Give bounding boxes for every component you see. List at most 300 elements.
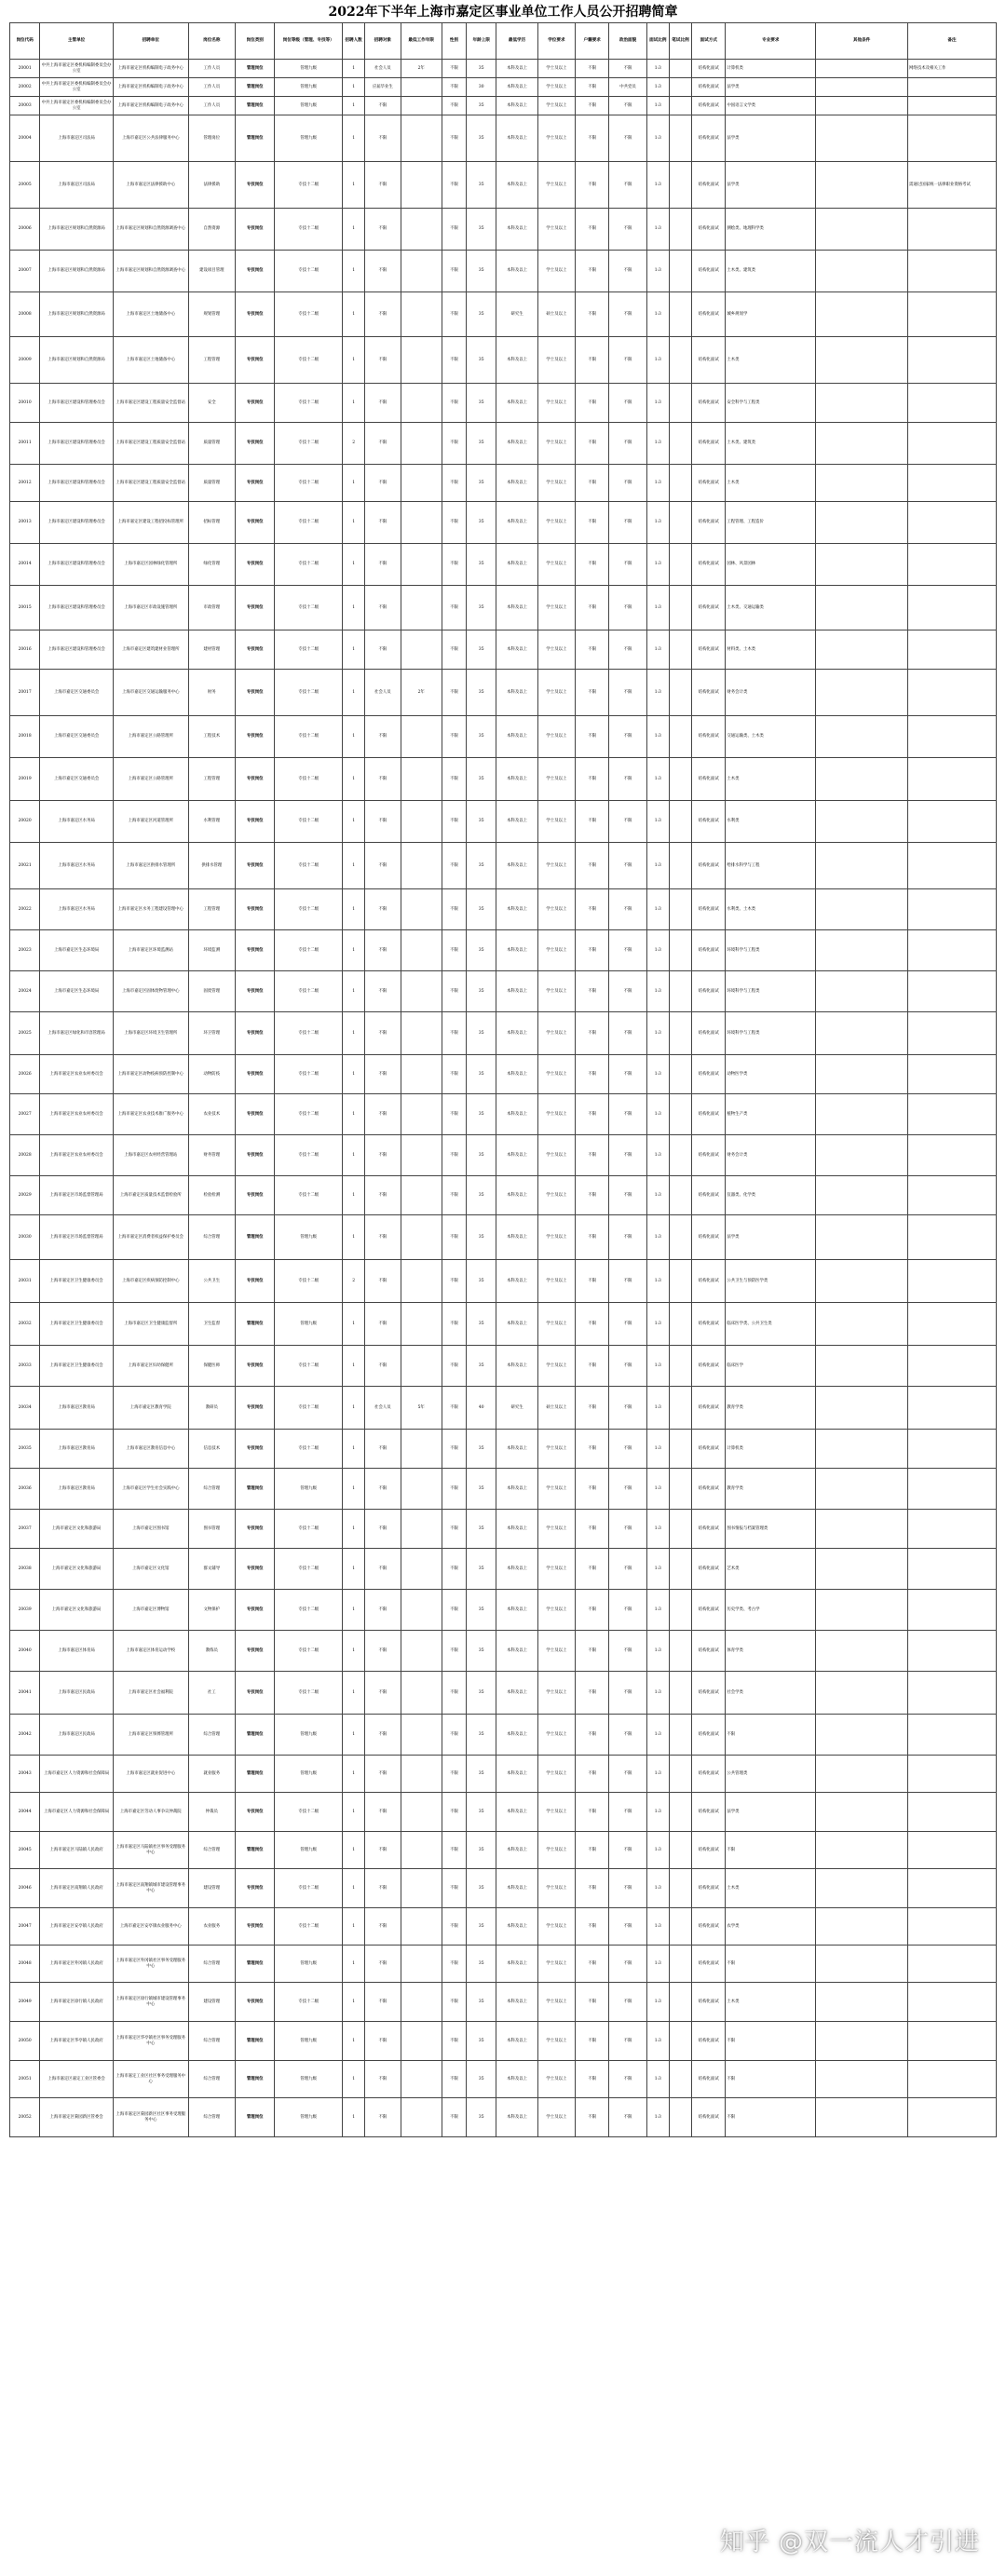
table-cell: 学士及以上 (537, 2098, 575, 2137)
table-cell: 不限 (609, 1631, 646, 1672)
table-cell: 上海市嘉定区水务局 (40, 801, 114, 843)
table-row (10, 1260, 997, 1303)
table-cell: 建设管理 (188, 1869, 235, 1908)
table-cell: 安全科学与工程类 (726, 384, 816, 423)
table-cell: 不限 (442, 292, 466, 337)
table-cell: 学士及以上 (537, 78, 575, 97)
table-cell: 财务 (188, 670, 235, 716)
page-title: 2022年下半年上海市嘉定区事业单位工作人员公开招聘简章 (328, 5, 678, 20)
table-cell: 工作人员 (188, 97, 235, 115)
table-cell (908, 1715, 997, 1756)
table-cell: 本科及以上 (496, 1215, 537, 1260)
table-cell: 上海市嘉定区南翔镇城市建设管理事务中心 (113, 1869, 188, 1908)
table-cell: 教研员 (188, 1387, 235, 1430)
table-cell: 不限 (442, 1908, 466, 1946)
table-cell: 1:3 (646, 1983, 669, 2022)
table-cell (908, 251, 997, 292)
table-cell (816, 930, 908, 971)
table-cell: 社会人员 (365, 60, 401, 78)
table-cell: 上海市嘉定区市场监督管理局 (40, 1215, 114, 1260)
table-cell: 学士及以上 (537, 1346, 575, 1387)
table-cell: 不限 (576, 97, 609, 115)
table-cell: 不限 (576, 1590, 609, 1631)
table-cell: 不限 (576, 1946, 609, 1983)
table-cell: 1:3 (646, 1869, 669, 1908)
table-cell: 不限 (365, 1430, 401, 1469)
table-cell: 上海市嘉定区建设和管理委员会 (40, 465, 114, 502)
table-cell: 1:3 (646, 971, 669, 1012)
table-cell: 不限 (609, 2061, 646, 2098)
column-header: 面试比例 (646, 23, 669, 60)
table-cell: 管理九级 (275, 1215, 343, 1260)
table-cell (669, 801, 691, 843)
table-cell: 2年 (401, 60, 442, 78)
table-cell: 35 (467, 384, 496, 423)
table-cell: 管理九级 (275, 1303, 343, 1346)
table-cell (908, 1215, 997, 1260)
table-cell: 35 (467, 1469, 496, 1510)
table-cell: 本科及以上 (496, 1946, 537, 1983)
table-cell: 不限 (365, 586, 401, 630)
table-row (10, 1908, 997, 1946)
table-cell: 不限 (365, 97, 401, 115)
table-cell: 结构化面试 (692, 1346, 726, 1387)
table-cell: 20042 (10, 1715, 40, 1756)
table-cell (669, 423, 691, 465)
table-cell: 20016 (10, 630, 40, 670)
table-cell (908, 1832, 997, 1869)
table-cell: 固废管理 (188, 971, 235, 1012)
table-cell: 结构化面试 (692, 1012, 726, 1055)
table-cell: 不限 (365, 889, 401, 930)
table-cell: 不限 (576, 1260, 609, 1303)
table-cell: 计算机类 (726, 1430, 816, 1469)
table-cell: 1 (342, 1387, 364, 1430)
table-cell: 土木类、建筑类 (726, 423, 816, 465)
table-cell: 上海市嘉定区建设和管理委员会 (40, 423, 114, 465)
table-cell: 不限 (442, 97, 466, 115)
table-cell (669, 1176, 691, 1215)
table-cell: 1 (342, 2098, 364, 2137)
table-cell (401, 1303, 442, 1346)
table-cell (816, 971, 908, 1012)
table-cell: 1:3 (646, 544, 669, 586)
table-cell: 专技十二级 (275, 423, 343, 465)
table-cell: 不限 (442, 544, 466, 586)
table-cell: 不限 (576, 1430, 609, 1469)
table-cell: 上海市嘉定区体育局 (40, 1631, 114, 1672)
table-cell: 研究生 (496, 292, 537, 337)
table-cell: 不限 (576, 465, 609, 502)
table-cell: 上海市嘉定区卫生健康委员会 (40, 1346, 114, 1387)
table-cell: 35 (467, 1869, 496, 1908)
table-cell: 本科及以上 (496, 1672, 537, 1715)
table-cell: 学士及以上 (537, 1715, 575, 1756)
table-cell (908, 1260, 997, 1303)
table-cell (401, 586, 442, 630)
table-cell: 结构化面试 (692, 670, 726, 716)
table-cell: 20017 (10, 670, 40, 716)
table-cell: 不限 (609, 1135, 646, 1176)
table-cell: 上海市嘉定区生态环境局 (40, 930, 114, 971)
table-cell: 学士及以上 (537, 1055, 575, 1094)
table-cell: 1 (342, 1469, 364, 1510)
table-cell: 需通过国家统一法律职业资格考试 (908, 162, 997, 209)
table-cell: 上海市嘉定区建设和管理委员会 (40, 586, 114, 630)
table-cell: 20010 (10, 384, 40, 423)
table-cell (816, 115, 908, 162)
table-cell: 不限 (576, 1469, 609, 1510)
table-cell: 不限 (576, 1832, 609, 1869)
table-cell: 1 (342, 1346, 364, 1387)
table-cell: 结构化面试 (692, 1869, 726, 1908)
table-cell: 本科及以上 (496, 1793, 537, 1832)
table-cell: 不限 (609, 209, 646, 251)
table-cell: 20034 (10, 1387, 40, 1430)
table-cell: 质量管理 (188, 423, 235, 465)
table-cell: 公共管理类 (726, 1756, 816, 1793)
table-cell: 1 (342, 337, 364, 384)
table-cell: 结构化面试 (692, 716, 726, 758)
table-cell (816, 1869, 908, 1908)
table-row (10, 843, 997, 889)
table-cell: 学士及以上 (537, 1832, 575, 1869)
table-cell: 1 (342, 801, 364, 843)
table-cell: 综合管理 (188, 1946, 235, 1983)
table-cell: 硕士及以上 (537, 292, 575, 337)
table-cell: 不限 (609, 1672, 646, 1715)
table-cell: 35 (467, 544, 496, 586)
table-cell (401, 384, 442, 423)
table-cell: 不限 (442, 1303, 466, 1346)
table-cell: 不限 (365, 1303, 401, 1346)
table-cell (669, 930, 691, 971)
table-row (10, 1832, 997, 1869)
table-cell: 不限 (609, 1510, 646, 1549)
table-cell: 法学类 (726, 162, 816, 209)
table-cell: 网络技术及相关工作 (908, 60, 997, 78)
table-cell: 学士及以上 (537, 162, 575, 209)
table-cell: 本科及以上 (496, 1176, 537, 1215)
table-cell: 学士及以上 (537, 2022, 575, 2061)
table-cell (816, 1094, 908, 1135)
table-cell: 管理九级 (275, 1756, 343, 1793)
table-cell: 1:3 (646, 930, 669, 971)
table-cell: 学士及以上 (537, 465, 575, 502)
table-cell: 35 (467, 209, 496, 251)
table-cell (908, 1012, 997, 1055)
table-cell: 上海市嘉定区建设工程质量安全监督站 (113, 465, 188, 502)
table-cell: 结构化面试 (692, 337, 726, 384)
table-row (10, 1510, 997, 1549)
table-cell: 管理岗位 (188, 115, 235, 162)
table-cell: 上海市嘉定区公共法律服务中心 (113, 115, 188, 162)
table-cell: 上海市嘉定区菊园新区社区事务受理服务中心 (113, 2098, 188, 2137)
table-cell: 结构化面试 (692, 2098, 726, 2137)
table-cell: 上海市嘉定区建设工程招投标管理所 (113, 502, 188, 544)
table-cell: 不限 (365, 1715, 401, 1756)
table-cell: 1:3 (646, 2022, 669, 2061)
table-cell: 结构化面试 (692, 971, 726, 1012)
table-cell: 土木类 (726, 337, 816, 384)
table-cell (669, 1303, 691, 1346)
table-cell: 20007 (10, 251, 40, 292)
table-cell: 不限 (609, 889, 646, 930)
table-cell: 不限 (609, 586, 646, 630)
table-cell: 不限 (576, 586, 609, 630)
table-cell: 不限 (365, 1869, 401, 1908)
table-cell: 结构化面试 (692, 502, 726, 544)
table-cell (401, 502, 442, 544)
table-cell: 学士及以上 (537, 889, 575, 930)
table-cell: 公共卫生与预防医学类 (726, 1260, 816, 1303)
table-cell: 上海市嘉定区规划和自然资源局 (40, 292, 114, 337)
table-cell: 土木类 (726, 465, 816, 502)
table-cell: 结构化面试 (692, 1260, 726, 1303)
table-cell: 20012 (10, 465, 40, 502)
table-cell: 1:3 (646, 1260, 669, 1303)
table-cell: 自然资源 (188, 209, 235, 251)
table-cell: 学士及以上 (537, 1135, 575, 1176)
table-cell (669, 292, 691, 337)
table-cell: 土木类 (726, 758, 816, 801)
table-cell (401, 423, 442, 465)
table-cell: 不限 (609, 801, 646, 843)
table-cell: 本科及以上 (496, 716, 537, 758)
table-cell: 不限 (576, 544, 609, 586)
table-cell: 专技十二级 (275, 1387, 343, 1430)
table-cell: 上海市嘉定区交通委员会 (40, 670, 114, 716)
table-cell: 1 (342, 2022, 364, 2061)
table-cell: 学士及以上 (537, 586, 575, 630)
table-cell: 上海市嘉定区文化和旅游局 (40, 1510, 114, 1549)
table-cell (669, 716, 691, 758)
table-cell: 20032 (10, 1303, 40, 1346)
table-cell: 不限 (365, 1590, 401, 1631)
table-cell: 不限 (609, 930, 646, 971)
table-cell: 不限 (365, 162, 401, 209)
table-cell: 本科及以上 (496, 1135, 537, 1176)
table-cell: 不限 (365, 1756, 401, 1793)
table-cell: 学士及以上 (537, 630, 575, 670)
table-cell: 35 (467, 60, 496, 78)
table-cell: 35 (467, 971, 496, 1012)
table-cell (816, 465, 908, 502)
table-cell: 1:3 (646, 1832, 669, 1869)
table-cell: 市政管理 (188, 586, 235, 630)
table-cell: 35 (467, 670, 496, 716)
table-cell: 上海市嘉定区建设工程质量安全监督站 (113, 384, 188, 423)
table-cell: 上海市嘉定区法律援助中心 (113, 162, 188, 209)
table-cell: 不限 (576, 1135, 609, 1176)
table-cell: 专技岗位 (236, 251, 275, 292)
table-cell: 不限 (442, 384, 466, 423)
table-row (10, 586, 997, 630)
table-cell: 专技十二级 (275, 209, 343, 251)
table-cell: 1 (342, 1756, 364, 1793)
table-cell: 上海市嘉定区规划和自然资源局 (40, 337, 114, 384)
table-cell: 上海市嘉定区建筑建材业管理所 (113, 630, 188, 670)
table-cell: 不限 (576, 209, 609, 251)
table-cell: 本科及以上 (496, 1756, 537, 1793)
table-row (10, 1869, 997, 1908)
table-cell (401, 1176, 442, 1215)
table-cell: 结构化面试 (692, 1176, 726, 1215)
table-cell: 植物生产类 (726, 1094, 816, 1135)
column-header: 岗位名称 (188, 23, 235, 60)
table-cell: 不限 (726, 1832, 816, 1869)
table-cell: 不限 (576, 2061, 609, 2098)
table-cell: 本科及以上 (496, 1590, 537, 1631)
table-cell: 专技岗位 (236, 1094, 275, 1135)
table-cell: 上海市嘉定区教育局 (40, 1469, 114, 1510)
table-cell: 不限 (365, 971, 401, 1012)
table-cell: 不限 (609, 544, 646, 586)
table-cell (401, 843, 442, 889)
table-cell: 20020 (10, 801, 40, 843)
table-cell: 结构化面试 (692, 162, 726, 209)
table-cell: 不限 (609, 1055, 646, 1094)
table-cell: 建设项目管理 (188, 251, 235, 292)
table-cell: 35 (467, 930, 496, 971)
table-cell (669, 1510, 691, 1549)
table-cell (669, 251, 691, 292)
table-cell: 管理九级 (275, 115, 343, 162)
column-header: 专业要求 (726, 23, 816, 60)
table-cell: 上海市嘉定区水务工程建设管理中心 (113, 889, 188, 930)
table-cell: 20008 (10, 292, 40, 337)
table-cell (816, 889, 908, 930)
table-cell: 不限 (576, 1346, 609, 1387)
table-cell: 不限 (365, 1672, 401, 1715)
table-cell: 不限 (442, 1260, 466, 1303)
table-cell: 土木类、建筑类 (726, 251, 816, 292)
table-cell: 学士及以上 (537, 337, 575, 384)
table-cell: 学士及以上 (537, 1793, 575, 1832)
table-row (10, 670, 997, 716)
table-cell: 结构化面试 (692, 1215, 726, 1260)
table-cell: 学士及以上 (537, 1946, 575, 1983)
table-cell: 结构化面试 (692, 1510, 726, 1549)
table-cell (669, 1756, 691, 1793)
table-cell (401, 1510, 442, 1549)
table-cell: 管理岗位 (236, 1215, 275, 1260)
table-cell (908, 716, 997, 758)
table-row (10, 292, 997, 337)
table-cell: 上海市嘉定区园林绿化管理所 (113, 544, 188, 586)
table-cell (908, 2098, 997, 2137)
table-cell: 管理九级 (275, 1469, 343, 1510)
table-cell: 结构化面试 (692, 1715, 726, 1756)
table-cell: 结构化面试 (692, 889, 726, 930)
table-cell: 上海市嘉定区文化和旅游局 (40, 1549, 114, 1590)
table-cell: 不限 (609, 251, 646, 292)
table-cell: 文物保护 (188, 1590, 235, 1631)
table-cell: 35 (467, 1946, 496, 1983)
table-cell: 专技岗位 (236, 423, 275, 465)
table-cell: 不限 (442, 2061, 466, 2098)
table-cell: 专技岗位 (236, 758, 275, 801)
table-cell: 上海市嘉定区建设和管理委员会 (40, 544, 114, 586)
table-cell: 不限 (609, 1176, 646, 1215)
table-cell: 专技十二级 (275, 716, 343, 758)
table-cell: 不限 (609, 1983, 646, 2022)
table-cell: 35 (467, 716, 496, 758)
table-cell: 本科及以上 (496, 2022, 537, 2061)
table-cell: 本科及以上 (496, 1346, 537, 1387)
table-cell: 学士及以上 (537, 544, 575, 586)
table-cell (908, 544, 997, 586)
table-cell: 结构化面试 (692, 251, 726, 292)
table-cell: 不限 (609, 630, 646, 670)
table-cell: 学士及以上 (537, 1983, 575, 2022)
table-cell: 不限 (576, 889, 609, 930)
table-cell (816, 1672, 908, 1715)
table-cell: 本科及以上 (496, 1869, 537, 1908)
table-cell (816, 162, 908, 209)
table-cell: 专技岗位 (236, 971, 275, 1012)
table-cell: 不限 (442, 1135, 466, 1176)
table-cell (401, 1908, 442, 1946)
table-cell: 不限 (609, 337, 646, 384)
table-cell (816, 1176, 908, 1215)
table-cell: 本科及以上 (496, 1303, 537, 1346)
table-cell (401, 1946, 442, 1983)
table-cell: 上海市嘉定区农村经营管理站 (113, 1135, 188, 1176)
table-cell: 综合管理 (188, 2022, 235, 2061)
column-header: 岗位等级（管理、专技等） (275, 23, 343, 60)
table-row (10, 97, 997, 115)
table-cell: 上海市嘉定区农业农村委员会 (40, 1094, 114, 1135)
table-cell (816, 1631, 908, 1672)
table-cell: 上海市嘉定区质量技术监督检验所 (113, 1176, 188, 1215)
table-cell: 本科及以上 (496, 670, 537, 716)
table-cell: 本科及以上 (496, 1260, 537, 1303)
table-cell: 体育学类 (726, 1631, 816, 1672)
table-cell: 不限 (442, 1983, 466, 2022)
table-cell: 不限 (365, 2061, 401, 2098)
table-cell (908, 1946, 997, 1983)
table-cell: 学士及以上 (537, 209, 575, 251)
table-cell: 专技岗位 (236, 670, 275, 716)
table-cell: 专技十二级 (275, 889, 343, 930)
table-cell: 35 (467, 465, 496, 502)
table-cell: 20039 (10, 1590, 40, 1631)
table-cell: 不限 (609, 162, 646, 209)
table-cell: 1 (342, 1303, 364, 1346)
table-cell: 不限 (609, 1012, 646, 1055)
table-cell: 专技十二级 (275, 384, 343, 423)
table-cell (908, 1135, 997, 1176)
table-cell: 不限 (365, 1832, 401, 1869)
table-cell: 中国语言文学类 (726, 97, 816, 115)
table-cell: 20026 (10, 1055, 40, 1094)
table-row (10, 115, 997, 162)
table-cell: 学士及以上 (537, 758, 575, 801)
table-cell (401, 971, 442, 1012)
table-cell (908, 1590, 997, 1631)
table-cell: 35 (467, 1631, 496, 1672)
table-cell: 本科及以上 (496, 930, 537, 971)
table-cell: 本科及以上 (496, 97, 537, 115)
table-cell: 上海市嘉定区生态环境局 (40, 971, 114, 1012)
table-cell: 不限 (365, 1793, 401, 1832)
table-cell: 35 (467, 1135, 496, 1176)
table-cell: 法律援助 (188, 162, 235, 209)
table-cell: 1:3 (646, 1549, 669, 1590)
table-cell: 工作人员 (188, 78, 235, 97)
table-cell: 管理岗位 (236, 1469, 275, 1510)
